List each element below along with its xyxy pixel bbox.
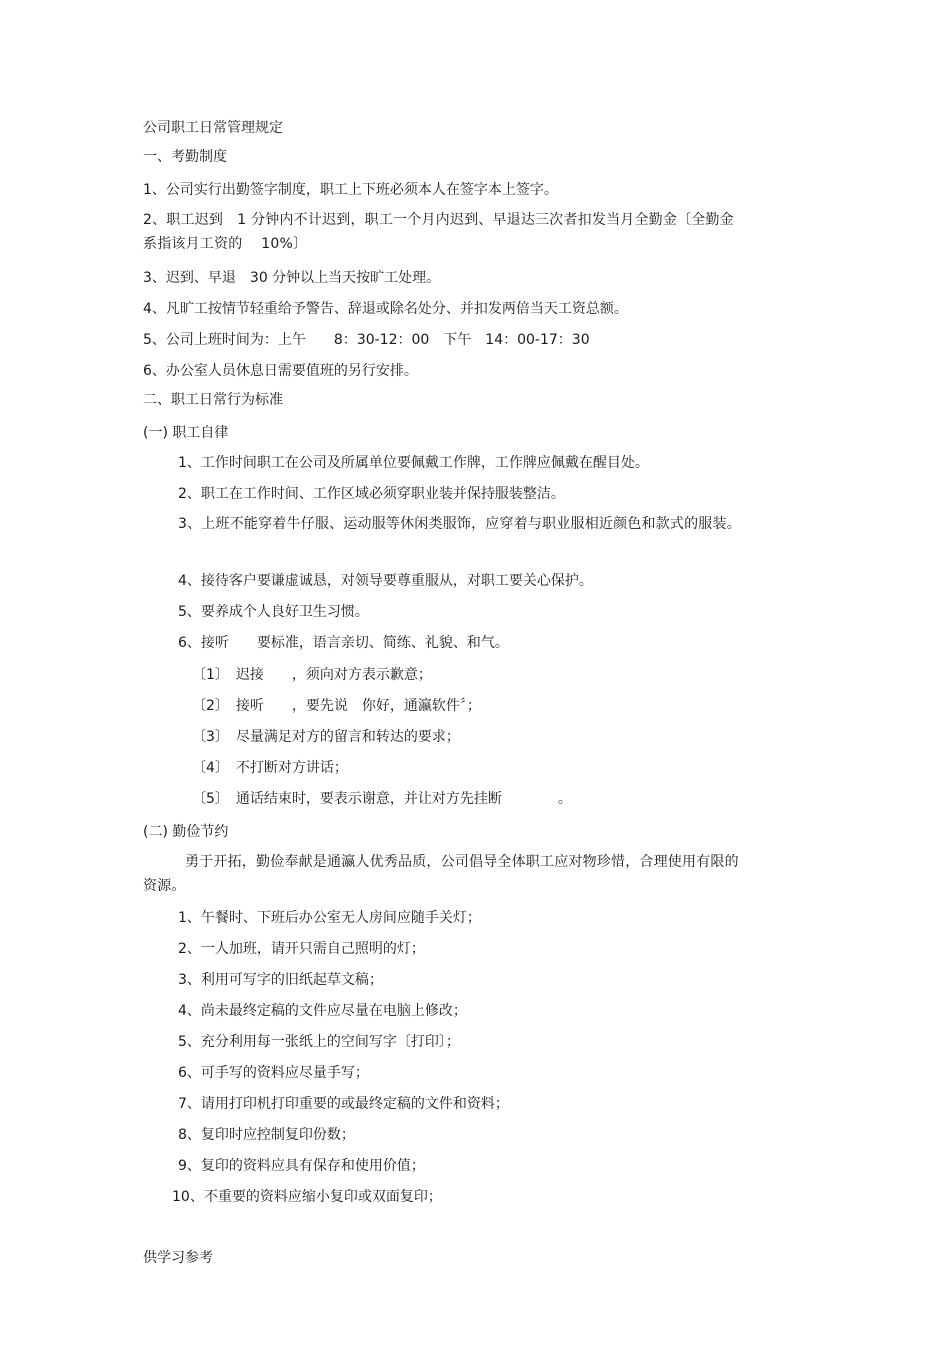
phone-rule-item: 〔2〕 接听 ，要先说 你好，通瀛软件〞； xyxy=(192,698,481,714)
conduct-item: 4、接待客户要谦虚诚恳，对领导要尊重服从，对职工要关心保护。 xyxy=(178,573,593,589)
conduct-item: 2、职工在工作时间、工作区域必须穿职业装并保持服装整洁。 xyxy=(178,486,565,502)
thrift-item: 7、请用打印机打印重要的或最终定稿的文件和资料； xyxy=(178,1096,509,1112)
phone-rule-item: 〔4〕 不打断对方讲话； xyxy=(192,760,348,776)
section-heading-conduct: 二、职工日常行为标准 xyxy=(143,392,283,408)
subsection-heading-self-discipline: (一) 职工自律 xyxy=(143,425,229,441)
attendance-item: 6、办公室人员休息日需要值班的另行安排。 xyxy=(143,363,418,379)
attendance-item: 4、凡旷工按情节轻重给予警告、辞退或除名处分、并扣发两倍当天工资总额。 xyxy=(143,301,628,317)
thrift-item: 6、可手写的资料应尽量手写； xyxy=(178,1065,369,1081)
section-heading-attendance: 一、考勤制度 xyxy=(143,149,227,165)
conduct-item: 6、接听 要标准，语言亲切、简练、礼貌、和气。 xyxy=(178,635,509,651)
subsection-heading-thrift: (二) 勤俭节约 xyxy=(143,824,229,840)
attendance-item: 3、迟到、早退 30 分钟以上当天按旷工处理。 xyxy=(143,270,441,286)
thrift-item: 3、利用可写字的旧纸起草文稿； xyxy=(178,972,383,988)
phone-rule-item: 〔3〕 尽量满足对方的留言和转达的要求； xyxy=(192,729,460,745)
page-footer: 供学习参考 xyxy=(143,1250,213,1266)
conduct-item: 3、上班不能穿着牛仔服、运动服等休闲类服饰，应穿着与职业服相近颜色和款式的服装。 xyxy=(178,516,741,532)
attendance-item: 2、职工迟到 1 分钟内不计迟到，职工一个月内迟到、早退达三次者扣发当月全勤金〔全勤金系指该月工资的 10%〕 xyxy=(143,212,734,252)
attendance-item: 1、公司实行出勤签字制度，职工上下班必须本人在签字本上签字。 xyxy=(143,182,558,198)
thrift-item: 1、午餐时、下班后办公室无人房间应随手关灯； xyxy=(178,910,481,926)
thrift-item: 8、复印时应控制复印份数； xyxy=(178,1127,355,1143)
thrift-item: 5、充分利用每一张纸上的空间写字〔打印〕； xyxy=(178,1034,460,1050)
conduct-item: 5、要养成个人良好卫生习惯。 xyxy=(178,604,369,620)
thrift-item: 4、尚未最终定稿的文件应尽量在电脑上修改； xyxy=(178,1003,467,1019)
thrift-item: 10、不重要的资料应缩小复印或双面复印； xyxy=(172,1189,442,1205)
doc-title: 公司职工日常管理规定 xyxy=(143,120,283,136)
phone-rule-item: 〔1〕 迟接 ，须向对方表示歉意； xyxy=(192,667,432,683)
thrift-item: 2、一人加班，请开只需自己照明的灯； xyxy=(178,941,425,957)
conduct-item: 1、工作时间职工在公司及所属单位要佩戴工作牌，工作牌应佩戴在醒目处。 xyxy=(178,455,649,471)
thrift-intro: 勇于开拓，勤俭奉献是通瀛人优秀品质，公司倡导全体职工应对物珍惜，合理使用有限的资源。 xyxy=(143,854,739,894)
attendance-item: 5、公司上班时间为：上午 8：30-12：00 下午 14：00-17：30 xyxy=(143,332,590,348)
phone-rule-item: 〔5〕 通话结束时，要表示谢意，并让对方先挂断 。 xyxy=(192,791,572,807)
thrift-item: 9、复印的资料应具有保存和使用价值； xyxy=(178,1158,425,1174)
